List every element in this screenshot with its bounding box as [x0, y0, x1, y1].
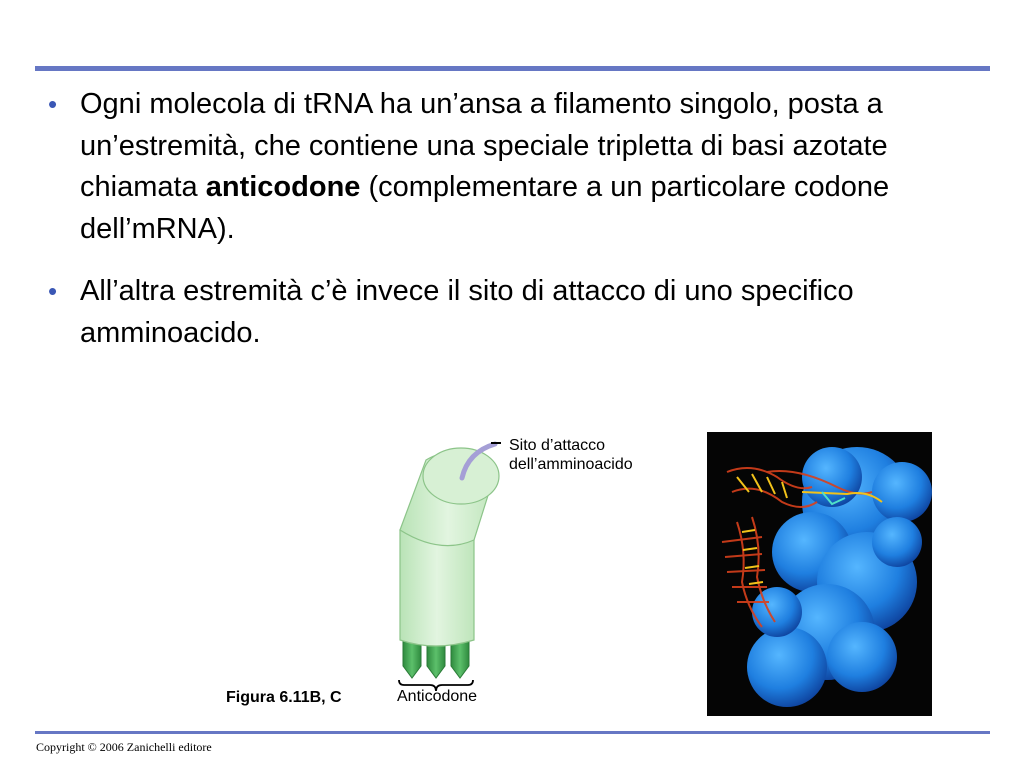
bullet-text: All’altra estremità c’è invece il sito di attacco di uno specifico amminoacido. [80, 275, 854, 349]
bullet-item [48, 271, 978, 354]
figure-caption: Figura 6.11B, C [226, 689, 342, 706]
bottom-divider [35, 731, 990, 734]
bullet-marker: • [48, 276, 58, 306]
bullet-list [48, 84, 978, 375]
bullet-item [48, 84, 978, 250]
attachment-site-label-line1: Sito d’attacco [509, 437, 606, 454]
bullet-marker: • [48, 89, 58, 119]
bullet-text: Ogni molecola di tRNA ha un’ansa a filamento singolo, posta a un’estremità, che contiene una speciale tripletta di basi azotate chiamata [80, 88, 888, 203]
attachment-site-label [509, 436, 633, 474]
copyright-text: Copyright © 2006 Zanichelli editore [36, 740, 212, 754]
bullet-bold-term: anticodone [205, 171, 361, 203]
anticodon-label: Anticodone [397, 688, 478, 705]
trna-trunk [400, 530, 474, 646]
molecular-model-image [707, 432, 932, 716]
attachment-site-label-line2: dell’amminoacido [509, 456, 633, 473]
top-divider [35, 66, 990, 71]
bullet-text-tail: (complementare a un particolare codone dell’mRNA). [80, 171, 890, 245]
